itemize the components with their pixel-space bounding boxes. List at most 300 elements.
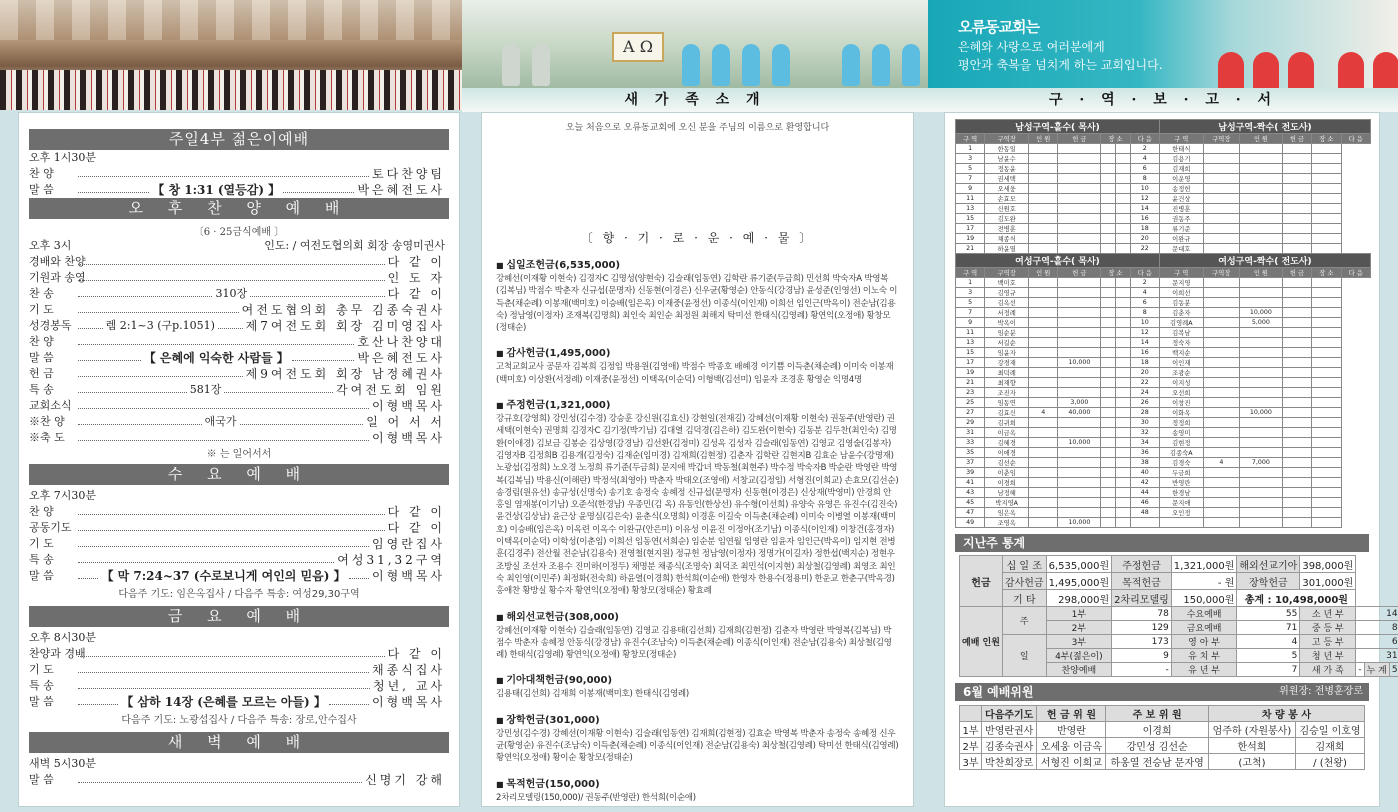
cell: 김귀희 [985,418,1029,428]
cell [1101,358,1116,368]
attendance-cell: 고 등 부 [1300,635,1356,649]
stat-cell: 해외선교기아 [1237,556,1300,573]
stat-cell: 301,000원 [1300,573,1356,590]
cell [1058,328,1101,338]
cell [1029,318,1058,328]
cell [1029,338,1058,348]
cell [1058,508,1101,518]
attendance-cell: 4 [1237,635,1300,649]
cell [1282,298,1311,308]
offering-heading: ■ 해외선교헌금(308,000) [496,608,913,623]
cell [1282,204,1311,214]
stat-cell: 6,535,000원 [1046,556,1112,573]
children-choir-photo [462,0,928,90]
line-role: 교회소식 [29,399,72,412]
leader-dots [78,520,385,531]
leader-dots [78,678,370,689]
cell: 36 [1130,448,1159,458]
offering-heading: ■ 감사헌금(1,495,000) [496,344,913,359]
column-header: 인 원 [1029,268,1058,278]
cell [1312,144,1341,154]
attendance-cell: 129 [1112,621,1172,635]
cell [1058,244,1101,254]
service-line [19,366,459,382]
cell: 27 [956,408,985,418]
cell: 31 [956,428,985,438]
cell: 신원호 [985,204,1029,214]
cell [1282,388,1311,398]
cell [1101,288,1116,298]
offering-heading: ■ 주정헌금(1,321,000) [496,396,913,411]
table-row [956,348,1371,358]
service-line [19,318,459,334]
cell [1282,244,1311,254]
cell [1058,388,1101,398]
cell: 40,000 [1058,408,1101,418]
cell: 송정헌 [1159,184,1203,194]
column-header: 구 역 [956,134,985,144]
cell: 김옥선 [985,298,1029,308]
line-person: 제7여전도회 회장 김미영집사 [245,319,445,333]
cell: 32 [1130,428,1159,438]
cell: 진병훈 [1159,204,1203,214]
service-line [19,694,459,710]
column-header: 구역장 [985,268,1029,278]
cell: 7 [956,174,985,184]
cell [1029,204,1058,214]
cell [1115,204,1130,214]
leader-dots [240,414,364,425]
attendance-cell: 173 [1112,635,1172,649]
line-role: 찬 양 [29,505,54,518]
cell [1203,144,1239,154]
cell [1312,468,1341,478]
cell: 김도완 [985,214,1029,224]
cell [1115,194,1130,204]
cell: 22 [1130,244,1159,254]
cell: 41 [956,478,985,488]
cell [1282,278,1311,288]
leader-dots [78,302,239,313]
cell [1115,288,1130,298]
line-role: 기 도 [29,663,54,676]
cell [1058,288,1101,298]
attendance-cell: 8 [1356,621,1398,635]
next-week-note: 다음주 기도: 임은옥집사 / 다음주 특송: 여성29,30구역 [118,589,360,600]
cell [1282,174,1311,184]
attendance-cell: 금요예배 [1171,621,1237,635]
attendance-ju: 주 [1002,607,1046,635]
cell: 10 [1130,318,1159,328]
attendance-cell: 3부 [1046,635,1112,649]
cell: 임윤자 [985,348,1029,358]
cell: 김동분 [1159,298,1203,308]
cell [1239,388,1282,398]
cell [1029,398,1058,408]
column-header: 구역장 [1203,268,1239,278]
june-committee-table [959,705,1365,770]
cell [1029,288,1058,298]
cell: 49 [956,518,985,528]
cell [1282,508,1311,518]
cell [1239,518,1282,528]
cell [1312,308,1341,318]
cell [1101,368,1116,378]
cell [1203,174,1239,184]
column-header: 구 역 [1159,134,1203,144]
cell [1239,428,1282,438]
cell [1312,378,1341,388]
cell: 11 [956,194,985,204]
line-person: 이형백목사 [372,399,445,413]
service-line [19,286,459,302]
cell [1282,288,1311,298]
cell: 39 [956,468,985,478]
column-header: 장 소 [1312,134,1341,144]
cell: 남정혜 [985,488,1029,498]
cell [1101,388,1116,398]
cell: 이희선 [1159,288,1203,298]
table-row [956,234,1371,244]
cell [1282,224,1311,234]
offering-names: 강혜선(이재황 이현숙) 김경자C 김명성(양현숙) 김슬래(임동연) 김학란 류기준(두금희) 민선희 박숙자A 박영복(김복님) 박점수 박춘자 신규섭(문명자) 신동현(이경은) 신우균(황영순) 안동식(강경남) 윤성준(인영선) 이노숙 이득춘(채순례) 이봉재(백미호) 이승배(임은옥) 이재중(윤정선) 이종식(이인재) 이희선 임인근(박옥이) 전순남(김용숙) 정남영(이정자) 조재복(김명희) 최인숙 최인순 최정원 최해지 탁미선 한태식(김영례) 황연익(오정애) 황창모(정태순) [496,274,898,334]
cell: 한석희 [1208,738,1295,754]
cell: 4 [1203,458,1239,468]
cell [1029,508,1058,518]
cell [1101,234,1116,244]
cell [1312,214,1341,224]
cell: 13 [956,338,985,348]
group-title: 남성구역-짝수( 전도사) [1159,120,1370,134]
cell [1115,368,1130,378]
cell [1203,488,1239,498]
attendance-cell: 청 년 부 [1300,649,1356,663]
cell [1312,518,1341,528]
cell [1203,428,1239,438]
cell [1312,318,1341,328]
cell [1312,234,1341,244]
cell [1029,388,1058,398]
column-header: 헌 금 [1058,268,1101,278]
cell: 3 [956,288,985,298]
cell [1312,164,1341,174]
cell [1029,214,1058,224]
cell: 하윤열 [985,244,1029,254]
service-time: 오후 8시30분 [29,631,96,644]
cell [1115,428,1130,438]
cell [1101,338,1116,348]
section-title: 금 요 예 배 [29,606,449,627]
cell [1115,458,1130,468]
table-row [956,398,1371,408]
cell [1101,488,1116,498]
service-line [19,254,459,270]
cell: 한경남 [1159,488,1203,498]
cell: 이운영 [1159,174,1203,184]
column-header: 장 소 [1101,268,1130,278]
cell: 46 [1130,498,1159,508]
cell: 송영미 [1159,428,1203,438]
cell: 임순분 [985,328,1029,338]
table-row [956,194,1371,204]
cell [1203,234,1239,244]
cell [1115,438,1130,448]
cell: 10,000 [1058,518,1101,528]
cell [1115,488,1130,498]
cell: 이완규 [1159,234,1203,244]
cell [1282,408,1311,418]
service-time: 오후 3시 [29,239,72,252]
cell: (고척) [1208,754,1295,770]
line-role: 특 송 [29,679,54,692]
cell [1058,478,1101,488]
cell [1058,498,1101,508]
line-content: 【 은혜에 익숙한 사람들 】 [143,351,289,365]
table-row [956,458,1371,468]
cell: 최재향 [985,378,1029,388]
service-subtitle: 〔6 · 25금식예배 〕 [193,227,285,238]
service-line [19,166,459,182]
cell: 이화옥 [1159,408,1203,418]
table-row [956,144,1371,154]
cell [1058,318,1101,328]
leader-dots [349,568,369,579]
offering-names: 강혜선(이재황 이현숙) 김슬래(임동연) 김영교 김용태(김선희) 김재희(김현정) 김춘자 박영란 박영복(김복님) 박점수 박춘자 송혜정 안동식(강경남) 유진수(조남숙) 이득춘(채순례) 이종식(이인재) 전순남(김용숙) 최상철(김영례) 한태식(김영례) 황연익(오정애) 황창모(정태순) [496,625,892,661]
leader-dots [78,504,385,515]
cell [1282,478,1311,488]
leader-dots [78,182,149,193]
header-blank [960,706,982,722]
june-committee-title: 6월 예배위원 위원장: 전병훈장로 [955,683,1369,701]
cell [1312,478,1341,488]
cell: 14 [1130,338,1159,348]
cell: 29 [956,418,985,428]
cell [1203,214,1239,224]
attendance-cell: 31 [1356,649,1398,663]
cell [1058,224,1101,234]
cell: 김종숙A [1159,448,1203,458]
cell [1203,498,1239,508]
table-row [956,418,1371,428]
cell [1239,398,1282,408]
cell [1058,378,1101,388]
cell: 문대호 [1159,244,1203,254]
line-role: 기원과 송영 [29,271,86,284]
cell [1282,234,1311,244]
cell: 김승일 이호영 [1296,722,1365,738]
attendance-cell: 71 [1237,621,1300,635]
cell [1312,388,1341,398]
stat-cell: 장학헌금 [1237,573,1300,590]
cell: 10 [1130,184,1159,194]
stats-title: 지난주 통계 [955,534,1369,552]
cell [1029,144,1058,154]
table-row [956,498,1371,508]
cell [1029,278,1058,288]
attendance-cell: 수요예배 [1171,607,1237,621]
table-row [956,278,1371,288]
next-week-note: 다음주 기도: 노광섭집사 / 다음주 특송: 장로,안수집사 [121,715,357,726]
leader-dots [78,430,369,441]
cell: 권동주 [1159,214,1203,224]
cell: 3 [956,154,985,164]
cell [1029,174,1058,184]
cell [1312,498,1341,508]
cell: 24 [1130,388,1159,398]
cell: 박옥이 [985,318,1029,328]
cell [1101,194,1116,204]
section-title: 수 요 예 배 [29,464,449,485]
attendance-cell: 14 [1356,607,1398,621]
cell [1312,244,1341,254]
cell: 10,000 [1239,308,1282,318]
attendance-cell: 6 [1356,635,1398,649]
cell [1203,478,1239,488]
cell [1101,174,1116,184]
service-line [19,430,459,446]
cell [1312,298,1341,308]
table-row [956,224,1371,234]
cell [1312,328,1341,338]
offering-names: 2차리모델링(150,000)/ 권동주(반영란) 한석희(이순애) [496,792,696,803]
stat-cell: - 원 [1171,573,1237,590]
cell [1282,428,1311,438]
cell [1312,438,1341,448]
cell [1312,184,1341,194]
offering-names: 김용태(김선희) 김재희 이봉재(백미호) 한태식(김영례) [496,689,689,700]
cell: 16 [1130,214,1159,224]
line-person: 청년, 교사 [373,679,445,693]
offering-column [481,112,914,807]
cell: 15 [956,214,985,224]
cell [1101,278,1116,288]
line-role: 찬양과 경배 [29,647,86,660]
cell: 7 [956,308,985,318]
cell [1239,184,1282,194]
cell [1312,338,1341,348]
cell [1239,478,1282,488]
line-person: 제9여전도회 회장 남정혜권사 [245,367,445,381]
cell [1239,164,1282,174]
cell [1058,174,1101,184]
attendance-il: 일 [1002,635,1046,677]
table-row [956,328,1371,338]
cell [1115,508,1130,518]
cell: 23 [956,388,985,398]
cell [1312,408,1341,418]
service-line [19,504,459,520]
cell [1115,388,1130,398]
cell [1312,194,1341,204]
column-header: 인 원 [1029,134,1058,144]
line-role: 찬 양 [29,335,54,348]
cell [1239,488,1282,498]
leader-dots [224,382,333,393]
cell [1282,458,1311,468]
line-role: 말 씀 [29,183,54,196]
attendance-cell: 중 등 부 [1300,621,1356,635]
cell: / (천왕) [1296,754,1365,770]
column-header: 구역장 [985,134,1029,144]
line-person: 인 도 자 [387,271,445,285]
line-role: 특 송 [29,383,54,396]
table-row [956,154,1371,164]
cell: 박지영A [985,498,1029,508]
cell [1282,164,1311,174]
cell [1115,298,1130,308]
cell: 김효신 [985,408,1029,418]
cell [1115,164,1130,174]
cell: 임동연 [985,398,1029,408]
cell [1101,468,1116,478]
cell [1203,154,1239,164]
attendance-cell: 소 년 부 [1300,607,1356,621]
offering-names: 강민성(김수경) 강혜선(이재황 이현숙) 김슬래(임동연) 김재희(김현정) 김효순 박영복 박춘자 송정숙 송혜정 신우균(황영순) 유진수(조남숙) 이득춘(채순례) 이종식(이인재) 전순남(김용숙) 최상철(김영례) 탁미선 한태식(김영례) 황연익(오정애) 황이순 황창모(정태순) [496,728,899,764]
table-row [956,298,1371,308]
cell: 김영례A [1159,318,1203,328]
cell: 20 [1130,234,1159,244]
cell [1101,224,1116,234]
cell [1203,518,1239,528]
line-person: 다 같 이 [387,647,445,661]
cell [1203,164,1239,174]
offering-names: 고척교회교사 공문자 김복희 김정임 박용원(김영애) 박점수 박종호 배혜경 이기쁨 이득춘(채순례) 이미숙 이봉재(백미호) 이상환(서정례) 이재중(윤정선) 이택옥(이순덕) 이형백(김선미) 임윤자 조경훈 황영순 익명4명 [496,362,894,385]
offering-names: 강규호(강영희) 강민성(김수경) 강승훈 강신원(김효신) 강현일(전재길) 강혜선(이재황 이현숙) 권동주(반영란) 권세택(이현숙) 권명희 김경자C 김기정(박기님) 김대열 김덕경(김은하) 김도완(이현숙) 김동분 김두찬(최인숙) 김명환(이애경) 김보금 김봉순 김상영(강경남) 김선환(김정미) 김성옥 김성자 김슬래(임동연) 김영교 김영술(김봉자) 김영자B 김정희B 김용개(김정숙) 김재순(임미경) 김재희(김현정) 김춘자 김학란 김현지B 김효순 남윤수(강명재) 노광섭(김정희) 노오경 노정희 류기준(두금희) 문지애 박갑녀 박동철(최현주) 박수정 박숙자B 박순란 박영란 박영복(김복님) 박용신(이해란) 박정석(최영아) 박춘자 박태오(조영애) 서창교(김정임) 서형진(이희교) 손효모(김선순) 송경림(원유선) 송규성(신명숙) 송기호 송정숙 송혜정 신규섭(문명자) 신동현(이경은) 신상재(박영미) 안경희 안홍일 염재봉(이기남) 오준석(한경남) 우종민(김 옥) 유동인(한상선) 유수형(이선희) 유양숙 유영은 유진수(김진숙) 윤건상(김상남) 윤근상 윤명심(김은숙) 윤춘식(오명희) 이경훈 이길숙 이득춘(채순례) 이미숙 이병열 이봉재(백미호) 이승배(임은옥) 이옥련 이옥수 이완규(안은미) 이유성 이윤진 이정아(조기남) 이종식(이인재) 이창건(홍경자) 이택옥(이순덕) 이학성(이춘임) 이희선 임동연(서희순) 임순분 임연월 임영란 임윤자 임인근(박옥이) 임지현 전병훈(김경주) 전산월 전순남(김용숙) 전영철(현지원) 정규헌 정남영(이정자) 정명가(이길자) 정한섭(백지순) 정현우 조방실 조선자 조용수 진미하(이정두) 채명분 채종식(조명숙) 최덕조 최민석(이지현) 최상철(김영례) 최영조 최인숙 최인영(이민주) 최정화(전숙희) 하윤열(이경희) 한석희(이순애) 한영자 한용수(정용미) 한운교 한춘구(박옥경) 홍애찬 황방실 황수자 황연익(오정애) 황창모(정태순) 황효례 [496,414,899,597]
column-header: 다 음 [1130,134,1159,144]
service-line [19,568,459,584]
stat-cell: 십 일 조 [1002,556,1046,573]
leader-dots [329,694,369,705]
cell [1239,378,1282,388]
cell: 이경희 [1106,722,1208,738]
line-person: 다 같 이 [387,521,445,535]
table-row [956,438,1371,448]
attendance-cell: 2부 [1046,621,1112,635]
cell: 34 [1130,438,1159,448]
cell [1239,348,1282,358]
stat-cell: 감사헌금 [1002,573,1046,590]
leader-dots [78,318,103,329]
cell [1115,174,1130,184]
table-row [956,164,1371,174]
cell: 윤건상 [1159,194,1203,204]
cell: 김종숙권사 [981,738,1037,754]
cell [1239,298,1282,308]
leader-dots [250,286,384,297]
leader-dots [78,254,385,265]
cell [1239,204,1282,214]
table-row [956,204,1371,214]
cell: 서길순 [985,338,1029,348]
service-line [19,552,459,568]
cell: 38 [1130,458,1159,468]
service-line [19,382,459,398]
cell [1101,408,1116,418]
cell [1312,368,1341,378]
cell [1239,498,1282,508]
cell [1029,348,1058,358]
line-person: 박은혜전도사 [357,183,446,197]
cell: 오세웅 이금옥 [1037,738,1106,754]
cell [1029,308,1058,318]
cell [1101,318,1116,328]
cell: 이창진 [1159,398,1203,408]
cell [1203,184,1239,194]
cell [1058,204,1101,214]
line-person: 임영란집사 [372,537,445,551]
table-row [956,214,1371,224]
cell [1058,214,1101,224]
